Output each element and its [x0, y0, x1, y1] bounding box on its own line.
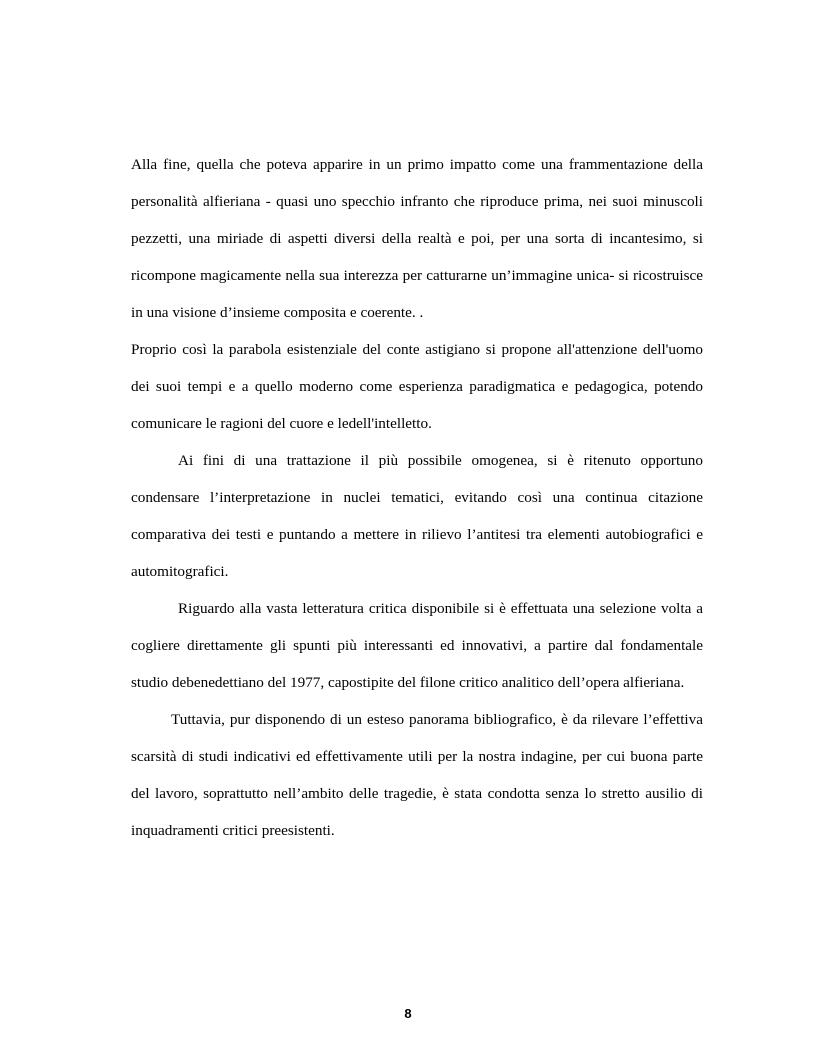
paragraph-3: Ai fini di una trattazione il più possibile omogenea, si è ritenuto opportuno condensare l’interpretazione in nuclei tematici, evitando così una continua citazione comparativa dei testi e puntando a mettere in rilievo l’antitesi tra elementi autobiografici e automitografici. [131, 452, 703, 580]
paragraph-4: Riguardo alla vasta letteratura critica disponibile si è effettuata una selezione volta a cogliere direttamente gli spunti più interessanti ed innovativi, a partire dal fondamentale studio debenedettiano del 1977, capostipite del filone critico analitico dell’opera alfieriana. [131, 600, 703, 691]
paragraph-5: Tuttavia, pur disponendo di un esteso panorama bibliografico, è da rilevare l’effettiva scarsità di studi indicativi ed effettivamente utili per la nostra indagine, per cui buona parte del lavoro, soprattutto nell’ambito delle tragedie, è stata condotta senza lo stretto ausilio di inquadramenti critici preesistenti. [131, 711, 703, 839]
page-number: 8 [404, 1006, 412, 1021]
body-text [131, 146, 703, 849]
paragraph-1: Alla fine, quella che poteva apparire in un primo impatto come una frammentazione della personalità alfieriana - quasi uno specchio infranto che riproduce prima, nei suoi minuscoli pezzetti, una miriade di aspetti diversi della realtà e poi, per una sorta di incantesimo, si ricompone magicamente nella sua interezza per catturarne un’immagine unica- si ricostruisce in una visione d’insieme composita e coerente. . [131, 156, 703, 321]
paragraph-2: Proprio così la parabola esistenziale del conte astigiano si propone all'attenzione dell'uomo dei suoi tempi e a quello moderno come esperienza paradigmatica e pedagogica, potendo comunicare le ragioni del cuore e ledell'intelletto. [131, 341, 703, 432]
